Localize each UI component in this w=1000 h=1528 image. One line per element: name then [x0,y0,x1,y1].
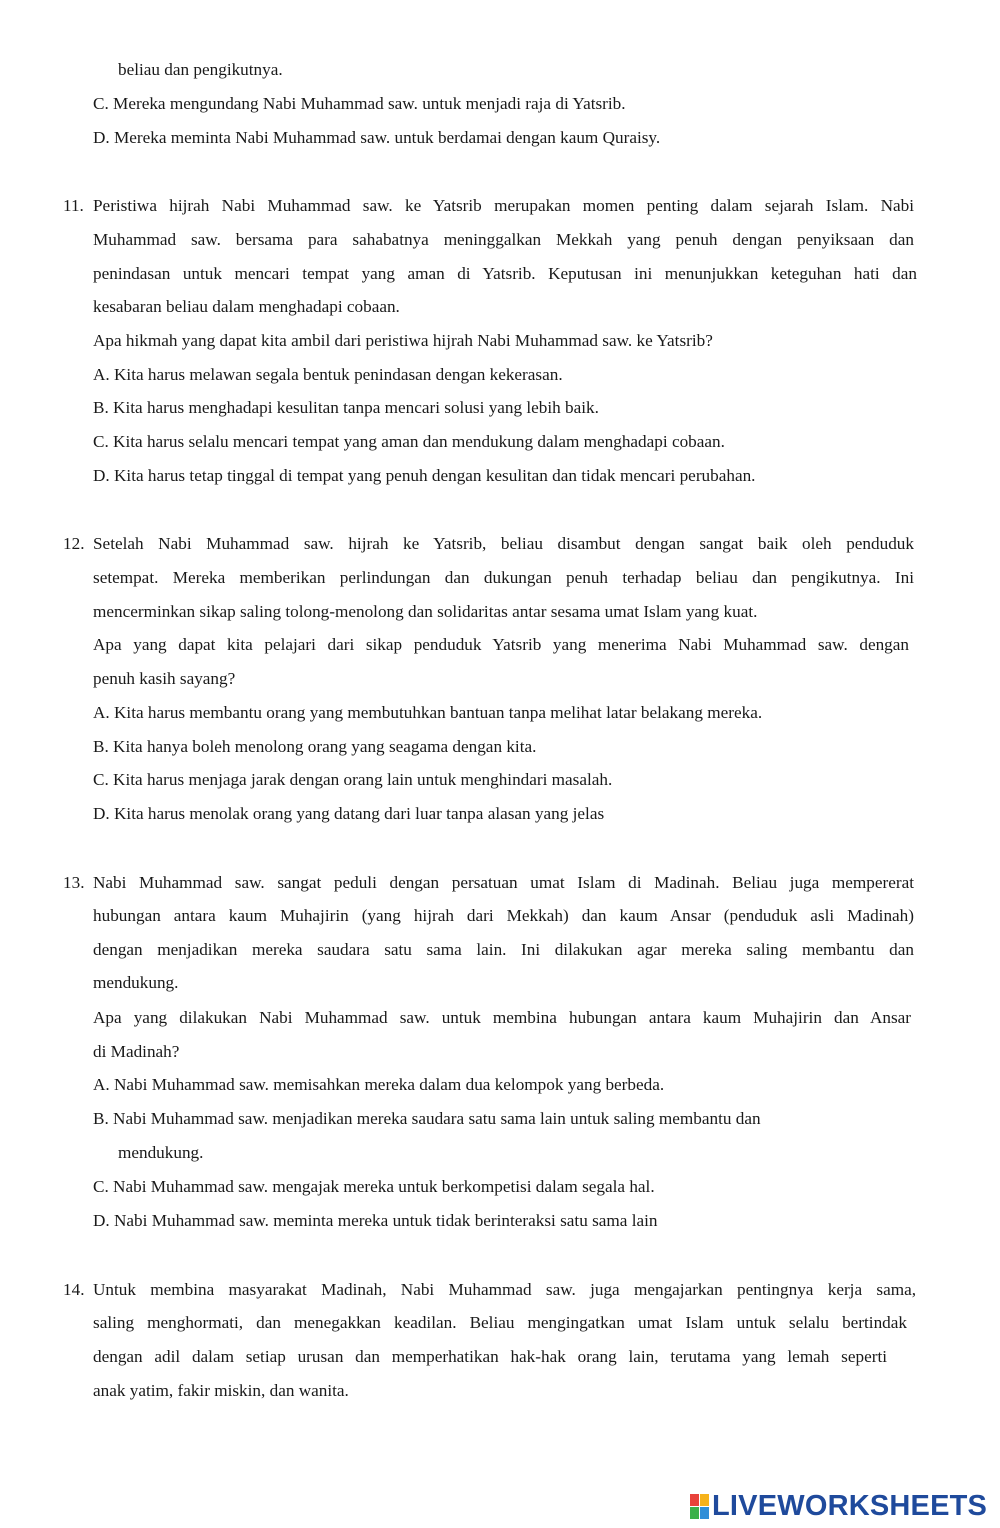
paragraph-line: hubungan antara kaum Muhajirin (yang hijrah dari Mekkah) dan kaum Ansar (penduduk asli Madinah) [93,906,914,925]
answer-option-b[interactable]: B. Kita harus menghadapi kesulitan tanpa mencari solusi yang lebih baik. [93,398,599,417]
question-prompt: Apa hikmah yang dapat kita ambil dari peristiwa hijrah Nabi Muhammad saw. ke Yatsrib? [93,331,713,350]
paragraph-line: penindasan untuk mencari tempat yang aman di Yatsrib. Keputusan ini menunjukkan keteguhan hati dan [93,264,917,283]
paragraph-line: kesabaran beliau dalam menghadapi cobaan. [93,297,400,316]
question-number: 12. [63,534,85,553]
question-prompt: di Madinah? [93,1042,180,1061]
answer-option-c[interactable]: C. Nabi Muhammad saw. mengajak mereka untuk berkompetisi dalam segala hal. [93,1177,655,1196]
logo-square-red [690,1494,699,1506]
paragraph-line: setempat. Mereka memberikan perlindungan dan dukungan penuh terhadap beliau dan pengikutnya. Ini [93,568,914,587]
answer-option-b-continued[interactable]: mendukung. [118,1143,204,1162]
answer-option-c[interactable]: C. Kita harus menjaga jarak dengan orang lain untuk menghindari masalah. [93,770,613,789]
paragraph-line: Untuk membina masyarakat Madinah, Nabi Muhammad saw. juga mengajarkan pentingnya kerja sama, [93,1280,916,1299]
logo-square-blue [700,1507,709,1519]
answer-option-d[interactable]: D. Kita harus menolak orang yang datang dari luar tanpa alasan yang jelas [93,804,605,823]
question-number: 13. [63,873,85,892]
answer-option-d[interactable]: D. Nabi Muhammad saw. meminta mereka untuk tidak berinteraksi satu sama lain [93,1211,658,1230]
question-number: 14. [63,1280,85,1299]
liveworksheets-logo[interactable] [690,1489,987,1523]
prev-option-c: C. Mereka mengundang Nabi Muhammad saw. untuk menjadi raja di Yatsrib. [93,94,626,113]
question-number: 11. [63,196,84,215]
answer-option-a[interactable]: A. Kita harus membantu orang yang membutuhkan bantuan tanpa melihat latar belakang mereka. [93,703,763,722]
answer-option-a[interactable]: A. Nabi Muhammad saw. memisahkan mereka dalam dua kelompok yang berbeda. [93,1075,665,1094]
logo-square-green [690,1507,699,1519]
paragraph-line: Nabi Muhammad saw. sangat peduli dengan persatuan umat Islam di Madinah. Beliau juga mempererat [93,873,914,892]
liveworksheets-logo-text: LIVEWORKSHEETS [712,1490,988,1522]
answer-option-b[interactable]: B. Nabi Muhammad saw. menjadikan mereka saudara satu sama lain untuk saling membantu dan [93,1109,761,1128]
paragraph-line: Peristiwa hijrah Nabi Muhammad saw. ke Yatsrib merupakan momen penting dalam sejarah Islam. Nabi [93,196,914,215]
paragraph-line: dengan menjadikan mereka saudara satu sama lain. Ini dilakukan agar mereka saling membantu dan [93,940,914,959]
answer-option-d[interactable]: D. Kita harus tetap tinggal di tempat yang penuh dengan kesulitan dan tidak mencari perubahan. [93,466,756,485]
paragraph-line: saling menghormati, dan menegakkan keadilan. Beliau mengingatkan umat Islam untuk selalu bertindak [93,1313,907,1332]
paragraph-line: anak yatim, fakir miskin, dan wanita. [93,1381,349,1400]
question-prompt: penuh kasih sayang? [93,669,236,688]
question-prompt: Apa yang dilakukan Nabi Muhammad saw. untuk membina hubungan antara kaum Muhajirin dan Ansar [93,1008,911,1027]
answer-option-c[interactable]: C. Kita harus selalu mencari tempat yang aman dan mendukung dalam menghadapi cobaan. [93,432,725,451]
prev-option-b-continued: beliau dan pengikutnya. [118,60,283,79]
liveworksheets-logo-icon [690,1494,709,1519]
paragraph-line: mendukung. [93,973,179,992]
paragraph-line: mencerminkan sikap saling tolong-menolong dan solidaritas antar sesama umat Islam yang kuat. [93,602,758,621]
answer-option-a[interactable]: A. Kita harus melawan segala bentuk penindasan dengan kekerasan. [93,365,563,384]
question-prompt: Apa yang dapat kita pelajari dari sikap penduduk Yatsrib yang menerima Nabi Muhammad saw. dengan [93,635,909,654]
paragraph-line: Muhammad saw. bersama para sahabatnya meninggalkan Mekkah yang penuh dengan penyiksaan dan [93,230,914,249]
logo-square-yellow [700,1494,709,1506]
answer-option-b[interactable]: B. Kita hanya boleh menolong orang yang seagama dengan kita. [93,737,537,756]
paragraph-line: Setelah Nabi Muhammad saw. hijrah ke Yatsrib, beliau disambut dengan sangat baik oleh penduduk [93,534,914,553]
prev-option-d: D. Mereka meminta Nabi Muhammad saw. untuk berdamai dengan kaum Quraisy. [93,128,661,147]
paragraph-line: dengan adil dalam setiap urusan dan memperhatikan hak-hak orang lain, terutama yang lemah seperti [93,1347,887,1366]
